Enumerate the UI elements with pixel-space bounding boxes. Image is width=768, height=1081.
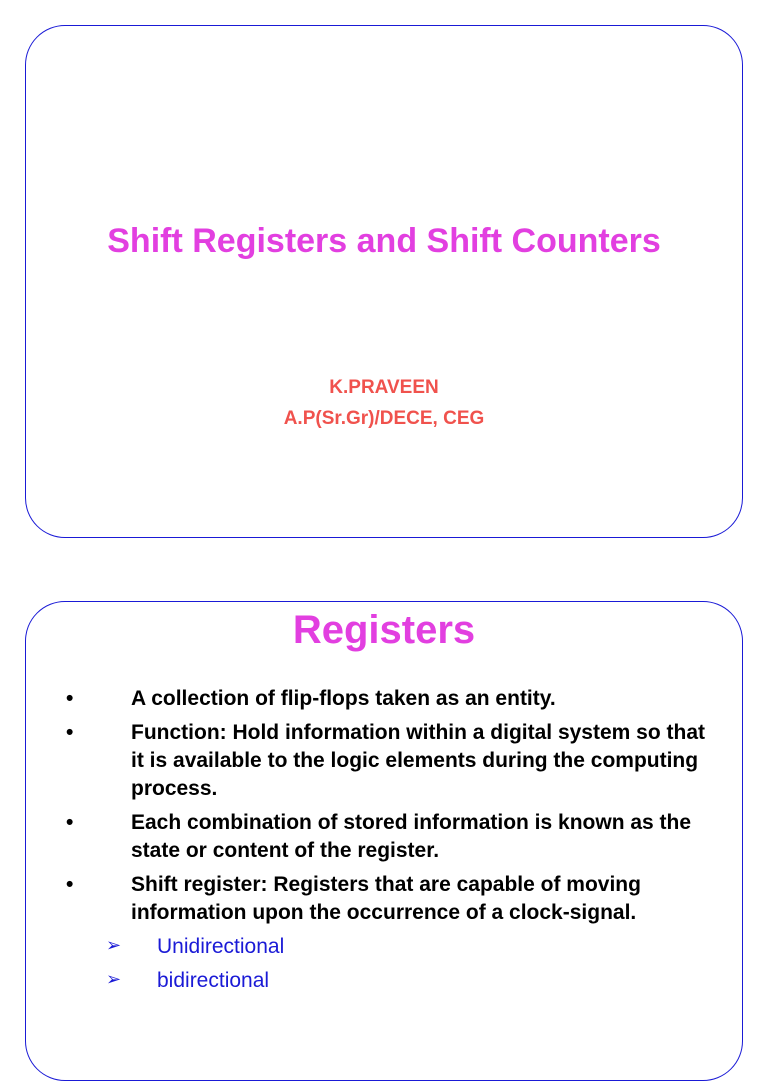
bullet-item <box>26 719 706 803</box>
bullet-list <box>26 685 706 1001</box>
bullet-text: Each combination of stored information is known as the state or content of the register. <box>131 811 692 862</box>
bullet-dot-icon: • <box>66 721 74 744</box>
bullet-item <box>26 685 706 713</box>
bullet-dot-icon: • <box>66 873 74 896</box>
bullet-item <box>26 809 706 865</box>
bullet-dot-icon: • <box>66 687 74 710</box>
sub-bullet-text: Unidirectional <box>157 935 285 958</box>
sub-bullet-item <box>26 967 706 995</box>
slide-heading: Registers <box>292 608 476 652</box>
registers-slide <box>25 601 743 1081</box>
arrowhead-bullet-icon: ➢ <box>106 935 122 955</box>
bullet-text: A collection of flip-flops taken as an entity. <box>131 687 556 710</box>
bullet-text: Shift register: Registers that are capable of moving information upon the occurrence of a clock-signal. <box>131 873 641 924</box>
title-slide <box>25 25 743 538</box>
sub-bullet-item <box>26 933 706 961</box>
slide-title: Shift Registers and Shift Counters <box>107 222 661 260</box>
author-name: K.PRAVEEN <box>329 377 439 398</box>
bullet-text: Function: Hold information within a digital system so that it is available to the logic elements during the computing process. <box>131 721 706 800</box>
arrowhead-bullet-icon: ➢ <box>106 969 122 989</box>
bullet-item <box>26 871 706 927</box>
author-affiliation: A.P(Sr.Gr)/DECE, CEG <box>283 408 485 429</box>
sub-bullet-text: bidirectional <box>157 969 270 992</box>
bullet-dot-icon: • <box>66 811 74 834</box>
